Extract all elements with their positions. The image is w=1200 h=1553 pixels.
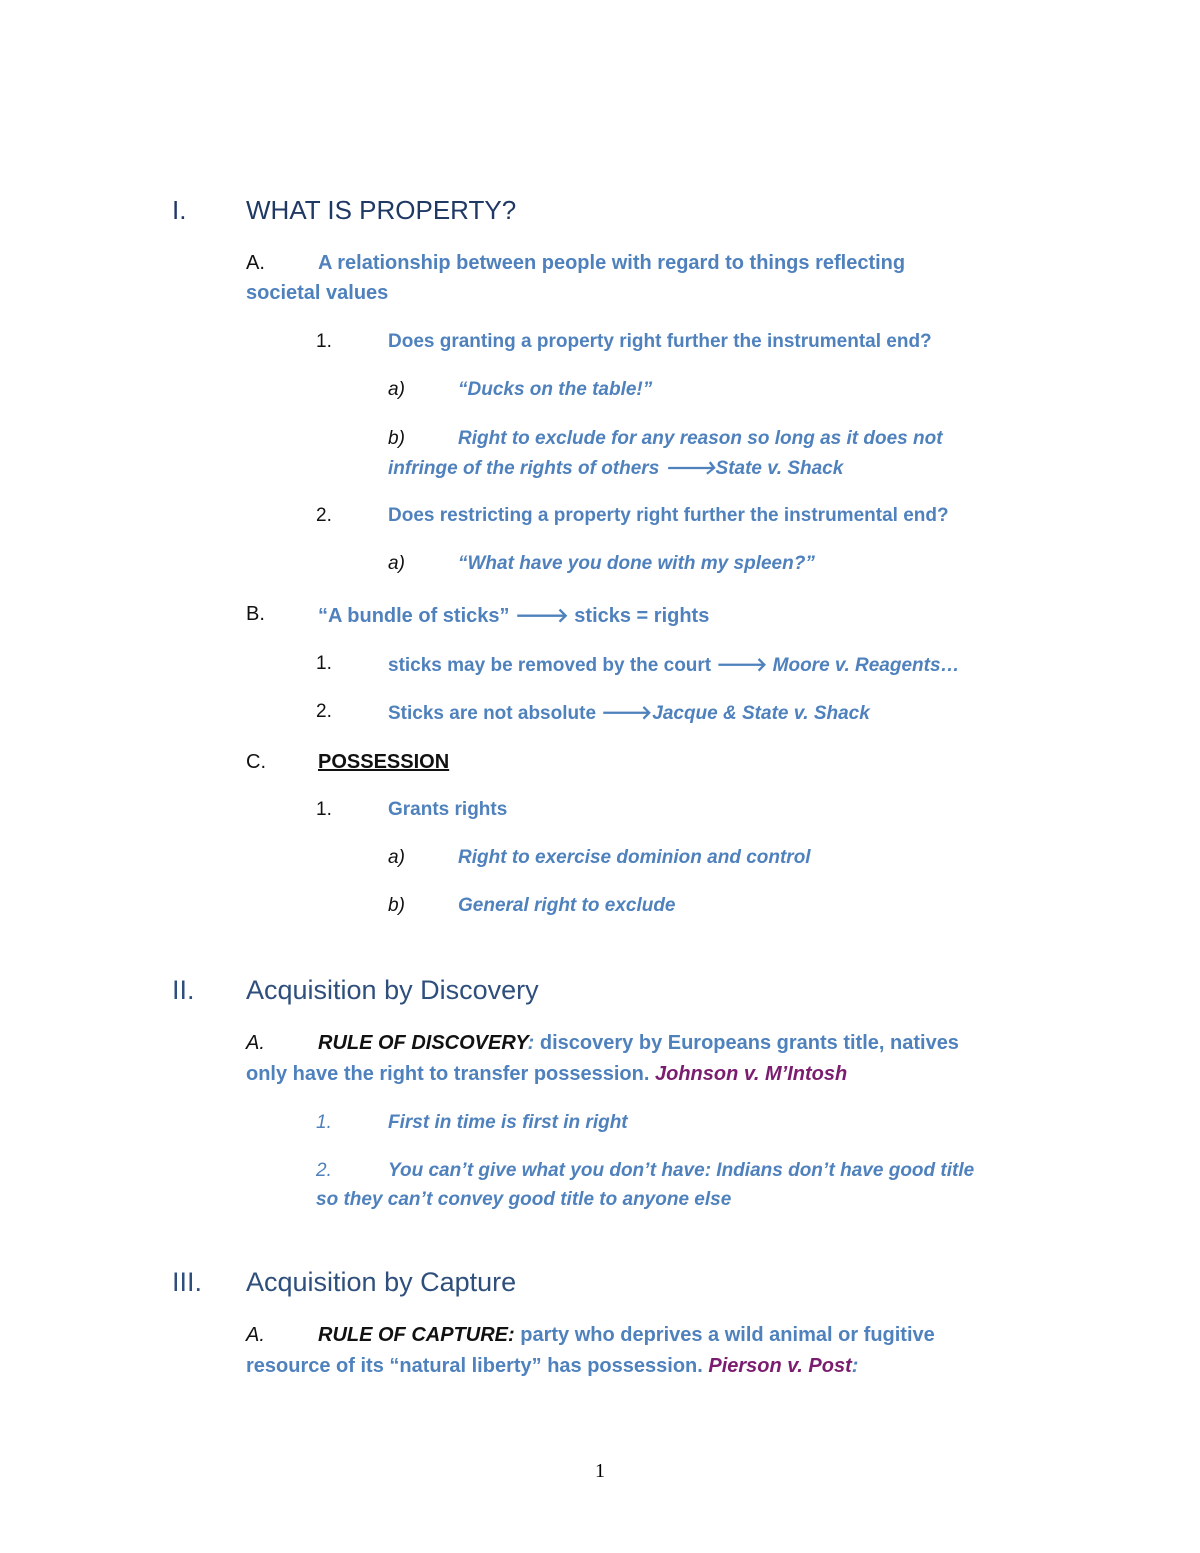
item-II-A-2-marker: 2. (316, 1160, 332, 1181)
item-II-A-1-text: First in time is first in right (388, 1112, 628, 1133)
case-state-v-shack: State v. Shack (715, 458, 844, 479)
arrow-right-icon: 🡒 (716, 655, 768, 676)
item-I-C-1-a-text: Right to exercise dominion and control (458, 847, 811, 868)
section-2-number: II. (172, 975, 195, 1005)
item-III-A-text-line1: party who deprives a wild animal or fugitive (514, 1324, 935, 1346)
item-I-B-line (318, 603, 709, 628)
item-I-A-1-b-line2 (388, 456, 843, 480)
item-I-A-1-a-marker: a) (388, 379, 405, 400)
section-1-title: WHAT IS PROPERTY? (246, 195, 517, 225)
section-3-number: III. (172, 1267, 203, 1297)
section-3-title: Acquisition by Capture (246, 1267, 517, 1297)
item-I-B-text-pre: “A bundle of sticks” (318, 605, 510, 627)
rule-of-capture: RULE OF CAPTURE: (318, 1324, 515, 1346)
arrow-right-icon: 🡒 (664, 458, 716, 479)
item-II-A-1-marker: 1. (316, 1112, 332, 1133)
item-II-A-2-text-line2: so they can’t convey good title to anyone else (316, 1189, 732, 1210)
item-I-B-text-post: sticks = rights (574, 605, 710, 627)
item-I-C-1-text: Grants rights (388, 799, 508, 820)
case-johnson-v-mintosh: Johnson v. M’Intosh (654, 1063, 848, 1085)
item-III-A-marker: A. (246, 1324, 265, 1346)
arrow-right-icon: 🡒 (515, 605, 569, 627)
item-I-B-1-line (388, 653, 960, 677)
item-I-B-2-text: Sticks are not absolute (388, 703, 597, 724)
item-I-B-2-line (388, 701, 870, 725)
item-I-B-marker: B. (246, 603, 265, 625)
page-number: 1 (595, 1460, 605, 1482)
item-I-A-1-a-text: “Ducks on the table!” (458, 379, 653, 400)
item-I-A-1-b-text-line1: Right to exclude for any reason so long as it does not (458, 428, 943, 449)
item-II-A-line2 (246, 1063, 847, 1086)
item-I-C-1-marker: 1. (316, 799, 332, 820)
item-I-C-text: POSSESSION (318, 751, 450, 773)
item-I-C-1-b-text: General right to exclude (458, 895, 676, 916)
item-I-A-1-text: Does granting a property right further the instrumental end? (388, 331, 932, 352)
case-jacque-state-v-shack: Jacque & State v. Shack (652, 703, 870, 724)
item-III-A-text-line2: resource of its “natural liberty” has possession. (246, 1355, 703, 1377)
item-I-A-text-line2: societal values (246, 282, 389, 304)
rule-of-discovery: RULE OF DISCOVERY (318, 1032, 528, 1054)
item-I-C-marker: C. (246, 751, 266, 773)
case-pierson-v-post: Pierson v. Post (708, 1355, 852, 1377)
item-II-A-text-line2: only have the right to transfer possession. (246, 1063, 650, 1085)
item-I-A-2-marker: 2. (316, 505, 332, 526)
item-I-A-2-text: Does restricting a property right further the instrumental end? (388, 505, 949, 526)
case-tail-colon: : (851, 1355, 859, 1377)
item-III-A-line1 (318, 1324, 935, 1347)
item-II-A-2-text-line1: You can’t give what you don’t have: Indians don’t have good title (388, 1160, 975, 1181)
item-I-C-1-a-marker: a) (388, 847, 405, 868)
item-I-A-text-line1: A relationship between people with regard to things reflecting (318, 252, 906, 274)
item-I-A-2-a-marker: a) (388, 553, 405, 574)
item-I-B-1-marker: 1. (316, 653, 332, 674)
item-II-A-marker: A. (246, 1032, 265, 1054)
item-I-A-1-b-marker: b) (388, 428, 405, 449)
rule-colon: : (527, 1032, 535, 1054)
item-I-A-2-a-text: “What have you done with my spleen?” (458, 553, 815, 574)
item-I-A-marker: A. (246, 252, 265, 274)
case-moore-v-reagents: Moore v. Reagents… (772, 655, 960, 676)
arrow-right-icon: 🡒 (601, 703, 653, 724)
section-2-title: Acquisition by Discovery (246, 975, 539, 1005)
item-I-A-1-marker: 1. (316, 331, 332, 352)
item-III-A-line2 (246, 1355, 858, 1378)
section-1-number: I. (172, 195, 187, 225)
item-I-A-1-b-text-line2: infringe of the rights of others (388, 458, 660, 479)
item-II-A-line1 (318, 1032, 959, 1055)
item-I-B-1-text: sticks may be removed by the court (388, 655, 712, 676)
item-I-B-2-marker: 2. (316, 701, 332, 722)
item-I-C-1-b-marker: b) (388, 895, 405, 916)
item-II-A-text-line1: discovery by Europeans grants title, natives (534, 1032, 959, 1054)
